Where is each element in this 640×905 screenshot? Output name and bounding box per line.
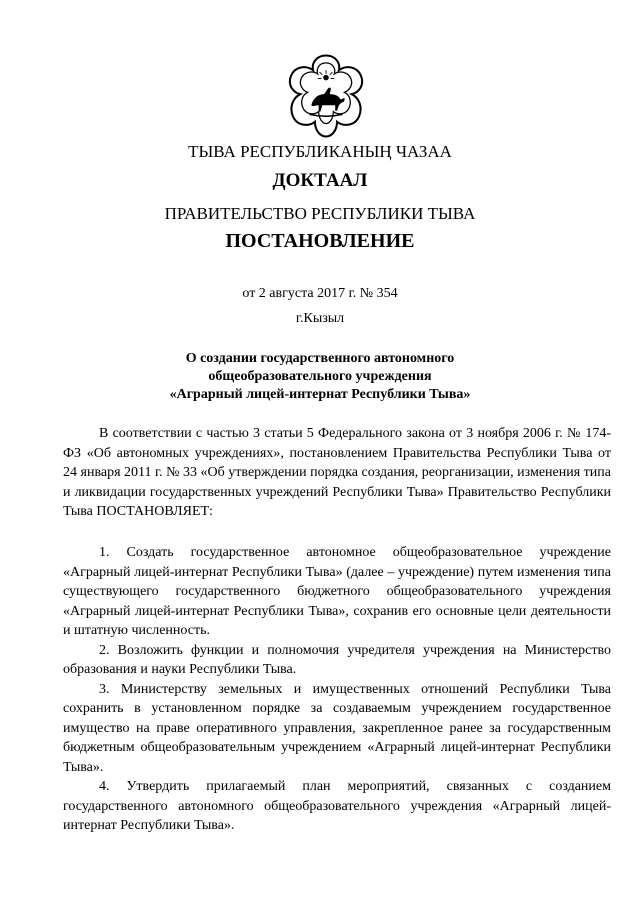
title-line-2: общеобразовательного учреждения xyxy=(208,369,432,384)
resolution-items xyxy=(63,543,611,836)
title-line-3: «Аграрный лицей-интернат Республики Тыва» xyxy=(169,387,471,402)
resolution-item-1: 1. Создать государственное автономное общеобразовательное учреждение «Аграрный лицей-интернат Республики Тыва» (далее – учреждение) путем изменения типа существующего государственного бюджетного общеобразовательного учреждения «Аграрный лицей-интернат Республики Тыва», сохранив его основные цели деятельности и штатную численность. xyxy=(63,545,611,638)
document-title xyxy=(0,350,640,404)
resolution-item-2: 2. Возложить функции и полномочия учредителя учреждения на Министерство образования и науки Республики Тыва. xyxy=(63,642,611,677)
doc-type-russian: ПОСТАНОВЛЕНИЕ xyxy=(225,230,415,252)
document-date: от 2 августа 2017 г. № 354 xyxy=(242,286,398,301)
title-line-1: О создании государственного автономного xyxy=(185,351,455,366)
preamble xyxy=(63,424,611,522)
doc-type-tuvan: ДОКТААЛ xyxy=(272,170,368,191)
document-city: г.Кызыл xyxy=(295,311,345,326)
resolution-item-4: 4. Утвердить прилагаемый план мероприятий, связанных с созданием государственного автономного общеобразовательного учреждения «Аграрный лицей-интернат Республики Тыва». xyxy=(63,779,611,833)
tuva-emblem-icon xyxy=(280,50,372,142)
republic-name-tuvan: ТЫВА РЕСПУБЛИКАНЫҢ ЧАЗАА xyxy=(188,142,452,161)
resolution-item-3: 3. Министерству земельных и имущественных отношений Республики Тыва сохранить в установленном порядке за создаваемым учреждением государственное имущество на праве оперативного управления, закрепленное ранее за государственным бюджетным общеобразовательным учреждением «Аграрный лицей-интернат Республики Тыва». xyxy=(63,681,611,775)
government-name: ПРАВИТЕЛЬСТВО РЕСПУБЛИКИ ТЫВА xyxy=(164,204,476,223)
preamble-text: В соответствии с частью 3 статьи 5 Федерального закона от 3 ноября 2006 г. № 174-ФЗ «Об автономных учреждениях», постановлением Правительства Республики Тыва от 24 января 2011 г. № 33 «Об утверждении порядка создания, реорганизации, изменения типа и ликвидации государственных учреждений Республики Тыва» Правительство Республики Тыва ПОСТАНОВЛЯЕТ: xyxy=(63,426,611,519)
